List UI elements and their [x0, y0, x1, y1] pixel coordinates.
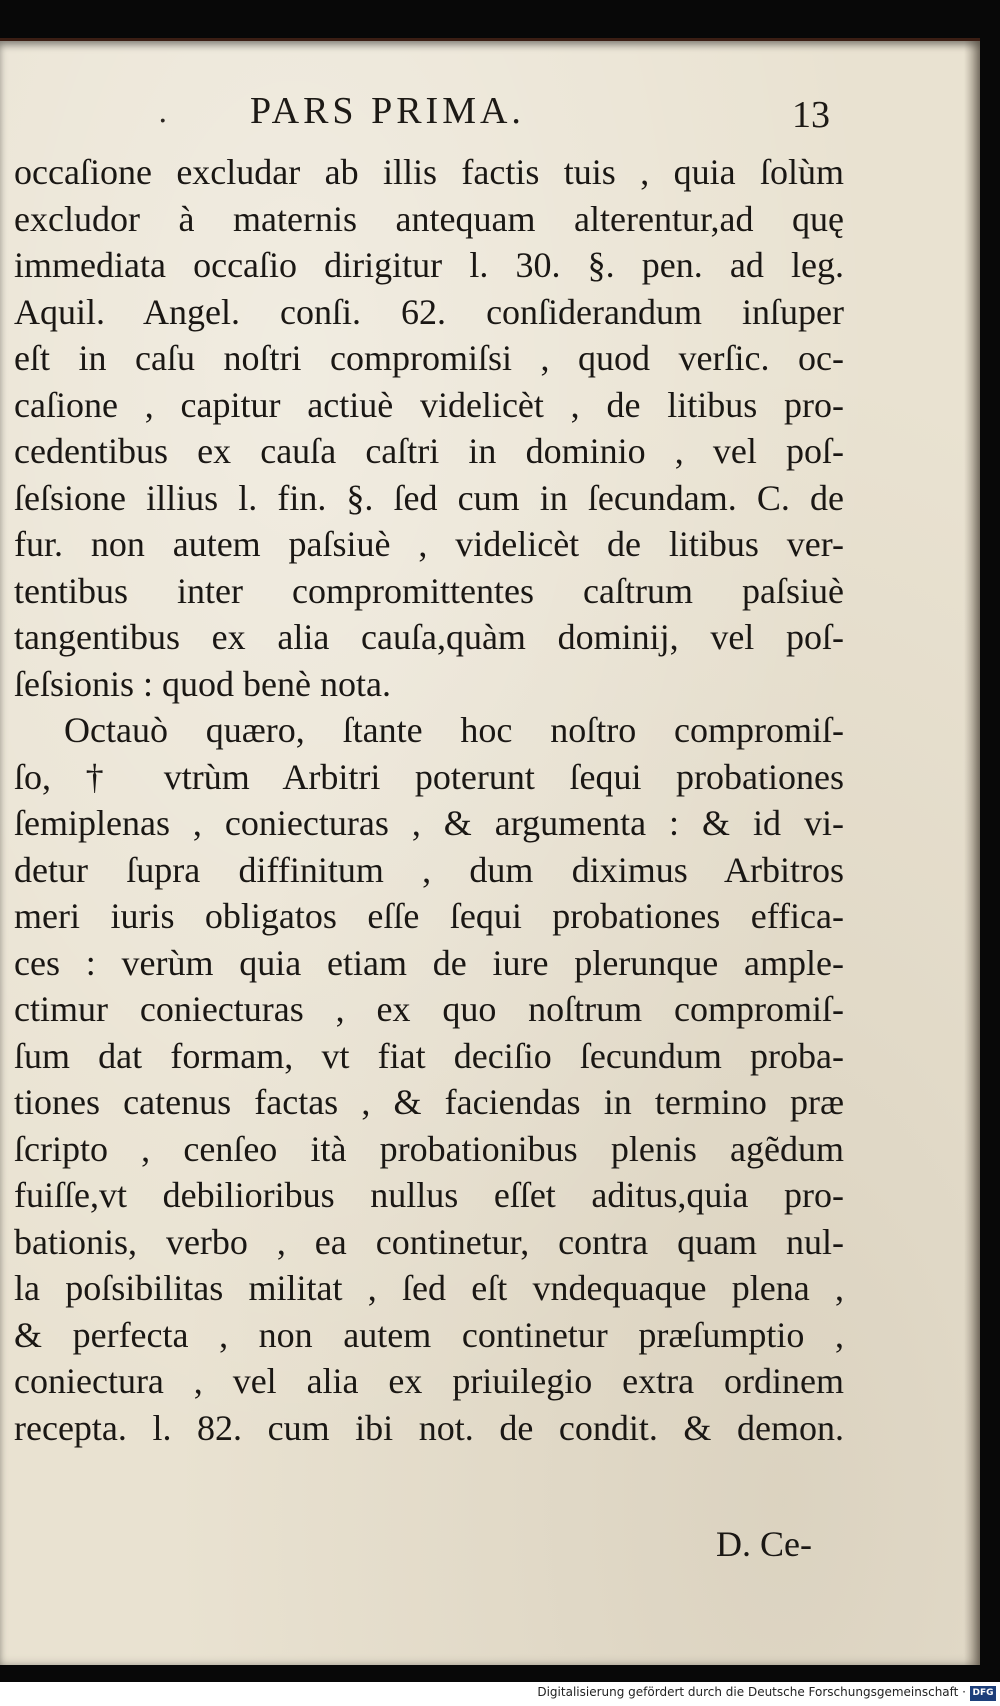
- text-line: recepta. l. 82. cum ibi not. de condit. & demon.: [14, 1407, 844, 1448]
- body-text: [14, 149, 844, 1451]
- text-line: ſcripto , cenſeo ità probationibus plenis agẽdum: [14, 1128, 844, 1169]
- text-line: ces : verùm quia etiam de iure plerunque ample-: [14, 942, 844, 983]
- text-line: meri iuris obligatos eſſe ſequi probationes effica-: [14, 896, 844, 936]
- footer-bar: [0, 1682, 1000, 1706]
- page-number: 13: [792, 94, 830, 136]
- text-line: ſeſsione illius l. fin. §. ſed cum in ſecundam. C. de: [14, 477, 844, 518]
- text-line: eſt in caſu noſtri compromiſsi , quod verſic. oc-: [14, 338, 844, 378]
- text-line: detur ſupra diffinitum , dum diximus Arbitros: [14, 849, 844, 890]
- text-line: ctimur coniecturas , ex quo noſtrum compromiſ-: [14, 989, 844, 1029]
- page-edge-shadow: [964, 41, 980, 1665]
- text-line: excludor à maternis antequam alterentur,ad quę: [14, 198, 844, 239]
- text-line: cedentibus ex cauſa caſtri in dominio , vel poſ-: [14, 431, 844, 471]
- catchword: D. Ce-: [716, 1524, 812, 1564]
- footer-credit: Digitalisierung gefördert durch die Deutsche Forschungsgemeinschaft ·: [537, 1685, 966, 1699]
- text-line: la poſsibilitas militat , ſed eſt vndequaque plena ,: [14, 1268, 844, 1308]
- running-title: PARS PRIMA.: [250, 90, 525, 132]
- text-line: immediata occaſio dirigitur l. 30. §. pen. ad leg.: [14, 245, 844, 285]
- text-line: occaſione excludar ab illis factis tuis , quia ſolùm: [14, 152, 844, 192]
- text-line: Aquil. Angel. conſi. 62. conſiderandum inſuper: [14, 291, 844, 332]
- dfg-logo: DFG: [970, 1686, 996, 1701]
- text-line: ſemiplenas , coniecturas , & argumenta : & id vi-: [14, 803, 844, 843]
- text-line: ſum dat formam, vt fiat deciſio ſecundum proba-: [14, 1035, 844, 1076]
- head-ornament: .: [158, 95, 168, 130]
- text-line: fuiſſe,vt debilioribus nullus eſſet aditus,quia pro-: [14, 1175, 844, 1215]
- text-line: bationis, verbo , ea continetur, contra quam nul-: [14, 1221, 844, 1262]
- text-line: & perfecta , non autem continetur præſumptio ,: [14, 1314, 844, 1355]
- book-page: [0, 38, 980, 1665]
- text-line: coniectura , vel alia ex priuilegio extra ordinem: [14, 1361, 844, 1401]
- text-line: ſo, † vtrùm Arbitri poterunt ſequi probationes: [14, 756, 844, 797]
- running-head: [0, 89, 980, 139]
- text-line: tentibus inter compromittentes caſtrum paſsiuè: [14, 570, 844, 611]
- text-line: tangentibus ex alia cauſa,quàm dominij, vel poſ-: [14, 617, 844, 657]
- text-line: caſione , capitur actiuè videlicèt , de litibus pro-: [14, 384, 844, 425]
- text-line: ſeſsionis : quod benè nota.: [14, 663, 391, 704]
- text-line: Octauò quæro, ſtante hoc noſtro compromiſ-: [64, 710, 844, 750]
- text-line: fur. non autem paſsiuè , videlicèt de litibus ver-: [14, 524, 844, 564]
- text-line: tiones catenus factas , & faciendas in termino præ: [14, 1082, 844, 1122]
